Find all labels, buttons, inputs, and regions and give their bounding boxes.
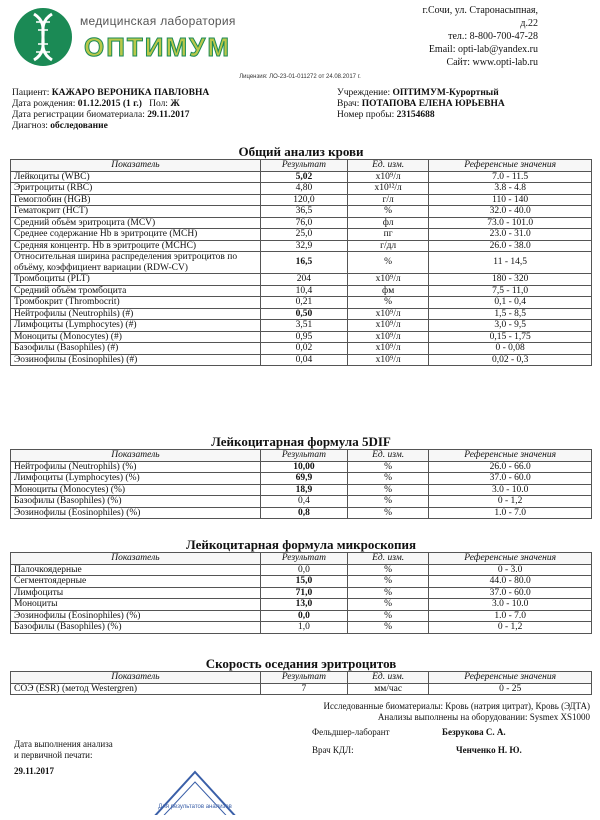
result-name: Базофилы (Basophiles) (%) <box>11 622 261 634</box>
result-value: 76,0 <box>260 217 347 229</box>
reference-range: 0,15 - 1,75 <box>429 331 592 343</box>
execution-date: 29.11.2017 <box>14 766 55 776</box>
result-unit: г/л <box>347 194 428 206</box>
table-row <box>11 461 592 473</box>
result-value: 3,51 <box>260 320 347 332</box>
table-row <box>11 354 592 366</box>
result-unit: х10¹²/л <box>347 183 428 195</box>
column-header: Результат <box>260 672 347 684</box>
column-header: Показатель <box>11 672 261 684</box>
result-value: 0,21 <box>260 297 347 309</box>
esr-table <box>10 656 592 695</box>
result-name: Эозинофилы (Eosinophiles) (%) <box>11 507 261 519</box>
license-line: Лицензия: ЛО-23-01-011272 от 24.08.2017 г. <box>239 74 361 80</box>
reference-range: 0 - 1,2 <box>429 496 592 508</box>
column-header: Показатель <box>11 160 261 172</box>
result-value: 1,0 <box>260 622 347 634</box>
column-header: Референсные значения <box>429 672 592 684</box>
sample-value: 23154688 <box>396 110 435 120</box>
table-row <box>11 683 592 695</box>
result-name: Эритроциты (RBC) <box>11 183 261 195</box>
institution-label: Учреждение: <box>337 88 391 98</box>
cbc-table <box>10 144 592 366</box>
reference-range: 0 - 3.0 <box>429 564 592 576</box>
reference-range: 11 - 14,5 <box>429 252 592 274</box>
result-name: СОЭ (ESR) (метод Westergren) <box>11 683 261 695</box>
result-value: 36,5 <box>260 206 347 218</box>
result-value: 7 <box>260 683 347 695</box>
table-row <box>11 484 592 496</box>
reference-range: 0 - 0,08 <box>429 343 592 355</box>
result-name: Эозинофилы (Eosinophiles) (#) <box>11 354 261 366</box>
result-name: Средний объём тромбоцита <box>11 285 261 297</box>
result-unit: % <box>347 507 428 519</box>
result-unit: фл <box>347 217 428 229</box>
logo-subtitle: медицинская лаборатория <box>80 14 236 28</box>
result-unit: х10⁹/л <box>347 171 428 183</box>
result-value: 0,50 <box>260 308 347 320</box>
result-name: Моноциты (Monocytes) (%) <box>11 484 261 496</box>
column-header: Результат <box>260 553 347 565</box>
reference-range: 1,5 - 8,5 <box>429 308 592 320</box>
section-title: Общий анализ крови <box>238 144 364 159</box>
reference-range: 0 - 25 <box>429 683 592 695</box>
biomaterial-note: Исследованные биоматериалы: Кровь (натрия цитрат), Кровь (ЭДТА) <box>323 701 590 711</box>
result-unit: х10⁹/л <box>347 308 428 320</box>
result-unit: х10⁹/л <box>347 354 428 366</box>
result-value: 0,02 <box>260 343 347 355</box>
table-row <box>11 308 592 320</box>
table-row <box>11 194 592 206</box>
registration-date: 29.11.2017 <box>147 110 190 120</box>
result-unit: пг <box>347 229 428 241</box>
reference-range: 1.0 - 7.0 <box>429 610 592 622</box>
column-header: Ед. изм. <box>347 672 428 684</box>
patient-label: Пациент: <box>12 88 50 98</box>
section-title: Скорость оседания эритроцитов <box>205 656 397 671</box>
table-row <box>11 507 592 519</box>
result-value: 0,95 <box>260 331 347 343</box>
table-row <box>11 576 592 588</box>
result-name: Средний объём эритроцита (MCV) <box>11 217 261 229</box>
address-line-2: д.22 <box>520 18 538 29</box>
dna-logo-icon <box>14 8 72 66</box>
reference-range: 26.0 - 66.0 <box>429 461 592 473</box>
lab-logo <box>14 8 244 68</box>
column-header: Показатель <box>11 450 261 462</box>
table-header-row <box>11 450 592 462</box>
reference-range: 3,0 - 9,5 <box>429 320 592 332</box>
email: Email: opti-lab@yandex.ru <box>428 44 538 55</box>
table-row <box>11 206 592 218</box>
section-title: Лейкоцитарная формула микроскопия <box>186 537 416 552</box>
result-name: Нейтрофилы (Neutrophils) (#) <box>11 308 261 320</box>
doctor-kdl-name: Ченченко Н. Ю. <box>456 745 522 755</box>
reference-range: 7,5 - 11,0 <box>429 285 592 297</box>
result-unit: % <box>347 461 428 473</box>
result-name: Моноциты (Monocytes) (#) <box>11 331 261 343</box>
reference-range: 37.0 - 60.0 <box>429 587 592 599</box>
section-title: Лейкоцитарная формула 5DIF <box>211 434 391 449</box>
doctor-label: Врач: <box>337 99 360 109</box>
table-row <box>11 274 592 286</box>
sex-label: Пол: <box>149 99 168 109</box>
table-row <box>11 622 592 634</box>
logo-title: ОПТИМУМ <box>84 32 231 62</box>
execution-date-block <box>14 739 113 777</box>
result-unit: мм/час <box>347 683 428 695</box>
column-header: Ед. изм. <box>347 450 428 462</box>
result-unit: % <box>347 252 428 274</box>
column-header: Результат <box>260 160 347 172</box>
table-row <box>11 331 592 343</box>
reference-range: 37.0 - 60.0 <box>429 473 592 485</box>
table-row <box>11 343 592 355</box>
result-unit: % <box>347 599 428 611</box>
website: Сайт: www.opti-lab.ru <box>446 57 538 68</box>
column-header: Ед. изм. <box>347 160 428 172</box>
reference-range: 26.0 - 38.0 <box>429 240 592 252</box>
reference-range: 23.0 - 31.0 <box>429 229 592 241</box>
result-name: Лимфоциты <box>11 587 261 599</box>
table-row <box>11 229 592 241</box>
leukocyte-5dif-table <box>10 434 592 519</box>
table-header-row <box>11 672 592 684</box>
result-name: Моноциты <box>11 599 261 611</box>
column-header: Показатель <box>11 553 261 565</box>
registration-label: Дата регистрации биоматериала: <box>12 110 145 120</box>
result-value: 0,4 <box>260 496 347 508</box>
dob-value: 01.12.2015 (1 г.) <box>77 99 142 109</box>
result-name: Палочкоядерные <box>11 564 261 576</box>
column-header: Референсные значения <box>429 553 592 565</box>
table-row <box>11 297 592 309</box>
result-name: Лимфоциты (Lymphocytes) (#) <box>11 320 261 332</box>
result-unit: х10⁹/л <box>347 331 428 343</box>
result-value: 0,8 <box>260 507 347 519</box>
table-header-row <box>11 553 592 565</box>
result-value: 32,9 <box>260 240 347 252</box>
stamp-text: Для результатов анализов <box>158 804 232 810</box>
result-value: 69,9 <box>260 473 347 485</box>
result-name: Средняя концентр. Hb в эритроците (MCHC) <box>11 240 261 252</box>
result-name: Гемоглобин (HGB) <box>11 194 261 206</box>
reference-range: 110 - 140 <box>429 194 592 206</box>
reference-range: 44.0 - 80.0 <box>429 576 592 588</box>
result-value: 10,4 <box>260 285 347 297</box>
reference-range: 3.8 - 4.8 <box>429 183 592 195</box>
table-row <box>11 285 592 297</box>
result-unit: % <box>347 622 428 634</box>
result-unit: х10⁹/л <box>347 320 428 332</box>
result-unit: % <box>347 473 428 485</box>
table-row <box>11 496 592 508</box>
table-row <box>11 610 592 622</box>
result-name: Гематокрит (HCT) <box>11 206 261 218</box>
result-name: Сегментоядерные <box>11 576 261 588</box>
table-row <box>11 564 592 576</box>
table-row <box>11 240 592 252</box>
result-value: 5,02 <box>260 171 347 183</box>
result-name: Относительная ширина распределения эритроцитов по объёму, коэффициент вариации (RDW-CV) <box>11 252 261 274</box>
result-name: Среднее содержание Hb в эритроците (MCH) <box>11 229 261 241</box>
lab-stamp <box>140 770 250 820</box>
reference-range: 3.0 - 10.0 <box>429 484 592 496</box>
dob-label: Дата рождения: <box>12 99 76 109</box>
phone: тел.: 8-800-700-47-28 <box>448 31 538 42</box>
leukocyte-microscopy-table <box>10 537 592 634</box>
result-value: 25,0 <box>260 229 347 241</box>
result-value: 120,0 <box>260 194 347 206</box>
reference-range: 0 - 1,2 <box>429 622 592 634</box>
result-name: Базофилы (Basophiles) (%) <box>11 496 261 508</box>
institution-value: ОПТИМУМ-Курортный <box>392 88 499 98</box>
lab-contacts <box>338 4 538 69</box>
table-row <box>11 320 592 332</box>
result-unit: х10⁹/л <box>347 274 428 286</box>
table-row <box>11 599 592 611</box>
result-name: Эозинофилы (Eosinophiles) (%) <box>11 610 261 622</box>
result-value: 0,0 <box>260 564 347 576</box>
result-unit: х10⁹/л <box>347 343 428 355</box>
result-unit: % <box>347 297 428 309</box>
doctor-kdl-role: Врач КДЛ: <box>312 745 354 755</box>
address-line-1: г.Сочи, ул. Старонасыпная, <box>422 5 538 16</box>
column-header: Результат <box>260 450 347 462</box>
reference-range: 32.0 - 40.0 <box>429 206 592 218</box>
result-value: 10,00 <box>260 461 347 473</box>
patient-name: КАЖАРО ВЕРОНИКА ПАВЛОВНА <box>51 88 210 98</box>
reference-range: 7.0 - 11.5 <box>429 171 592 183</box>
result-name: Тромбокрит (Thrombocrit) <box>11 297 261 309</box>
result-unit: % <box>347 206 428 218</box>
result-value: 71,0 <box>260 587 347 599</box>
column-header: Референсные значения <box>429 450 592 462</box>
table-header-row <box>11 160 592 172</box>
result-value: 15,0 <box>260 576 347 588</box>
date-label-2: и первичной печати: <box>14 750 93 760</box>
diagnosis-value: обследование <box>50 121 108 131</box>
result-unit: % <box>347 576 428 588</box>
result-value: 13,0 <box>260 599 347 611</box>
result-name: Нейтрофилы (Neutrophils) (%) <box>11 461 261 473</box>
result-value: 4,80 <box>260 183 347 195</box>
result-value: 0,04 <box>260 354 347 366</box>
reference-range: 73.0 - 101.0 <box>429 217 592 229</box>
column-header: Референсные значения <box>429 160 592 172</box>
result-name: Лимфоциты (Lymphocytes) (%) <box>11 473 261 485</box>
lab-assistant-name: Безрукова С. А. <box>442 727 506 737</box>
reference-range: 180 - 320 <box>429 274 592 286</box>
table-row <box>11 252 592 274</box>
result-unit: % <box>347 484 428 496</box>
diagnosis-label: Диагноз: <box>12 121 48 131</box>
result-unit: г/дл <box>347 240 428 252</box>
result-unit: % <box>347 496 428 508</box>
report-header <box>0 0 600 80</box>
result-unit: фм <box>347 285 428 297</box>
table-row <box>11 217 592 229</box>
doctor-value: ПОТАПОВА ЕЛЕНА ЮРЬЕВНА <box>361 99 505 109</box>
footer-notes <box>324 701 590 723</box>
date-label-1: Дата выполнения анализа <box>14 739 113 749</box>
result-value: 18,9 <box>260 484 347 496</box>
lab-assistant-role: Фельдшер-лаборант <box>312 727 390 737</box>
result-unit: % <box>347 587 428 599</box>
result-unit: % <box>347 610 428 622</box>
result-name: Базофилы (Basophiles) (#) <box>11 343 261 355</box>
result-value: 16,5 <box>260 252 347 274</box>
table-row <box>11 171 592 183</box>
sex-value: Ж <box>170 99 180 109</box>
result-value: 0,0 <box>260 610 347 622</box>
result-unit: % <box>347 564 428 576</box>
table-row <box>11 587 592 599</box>
sample-label: Номер пробы: <box>337 110 395 120</box>
result-name: Лейкоциты (WBC) <box>11 171 261 183</box>
reference-range: 0,02 - 0,3 <box>429 354 592 366</box>
result-value: 204 <box>260 274 347 286</box>
table-row <box>11 183 592 195</box>
column-header: Ед. изм. <box>347 553 428 565</box>
table-row <box>11 473 592 485</box>
equipment-note: Анализы выполнены на оборудовании: Sysmex XS1000 <box>377 712 590 722</box>
result-name: Тромбоциты (PLT) <box>11 274 261 286</box>
reference-range: 3.0 - 10.0 <box>429 599 592 611</box>
reference-range: 1.0 - 7.0 <box>429 507 592 519</box>
reference-range: 0,1 - 0,4 <box>429 297 592 309</box>
